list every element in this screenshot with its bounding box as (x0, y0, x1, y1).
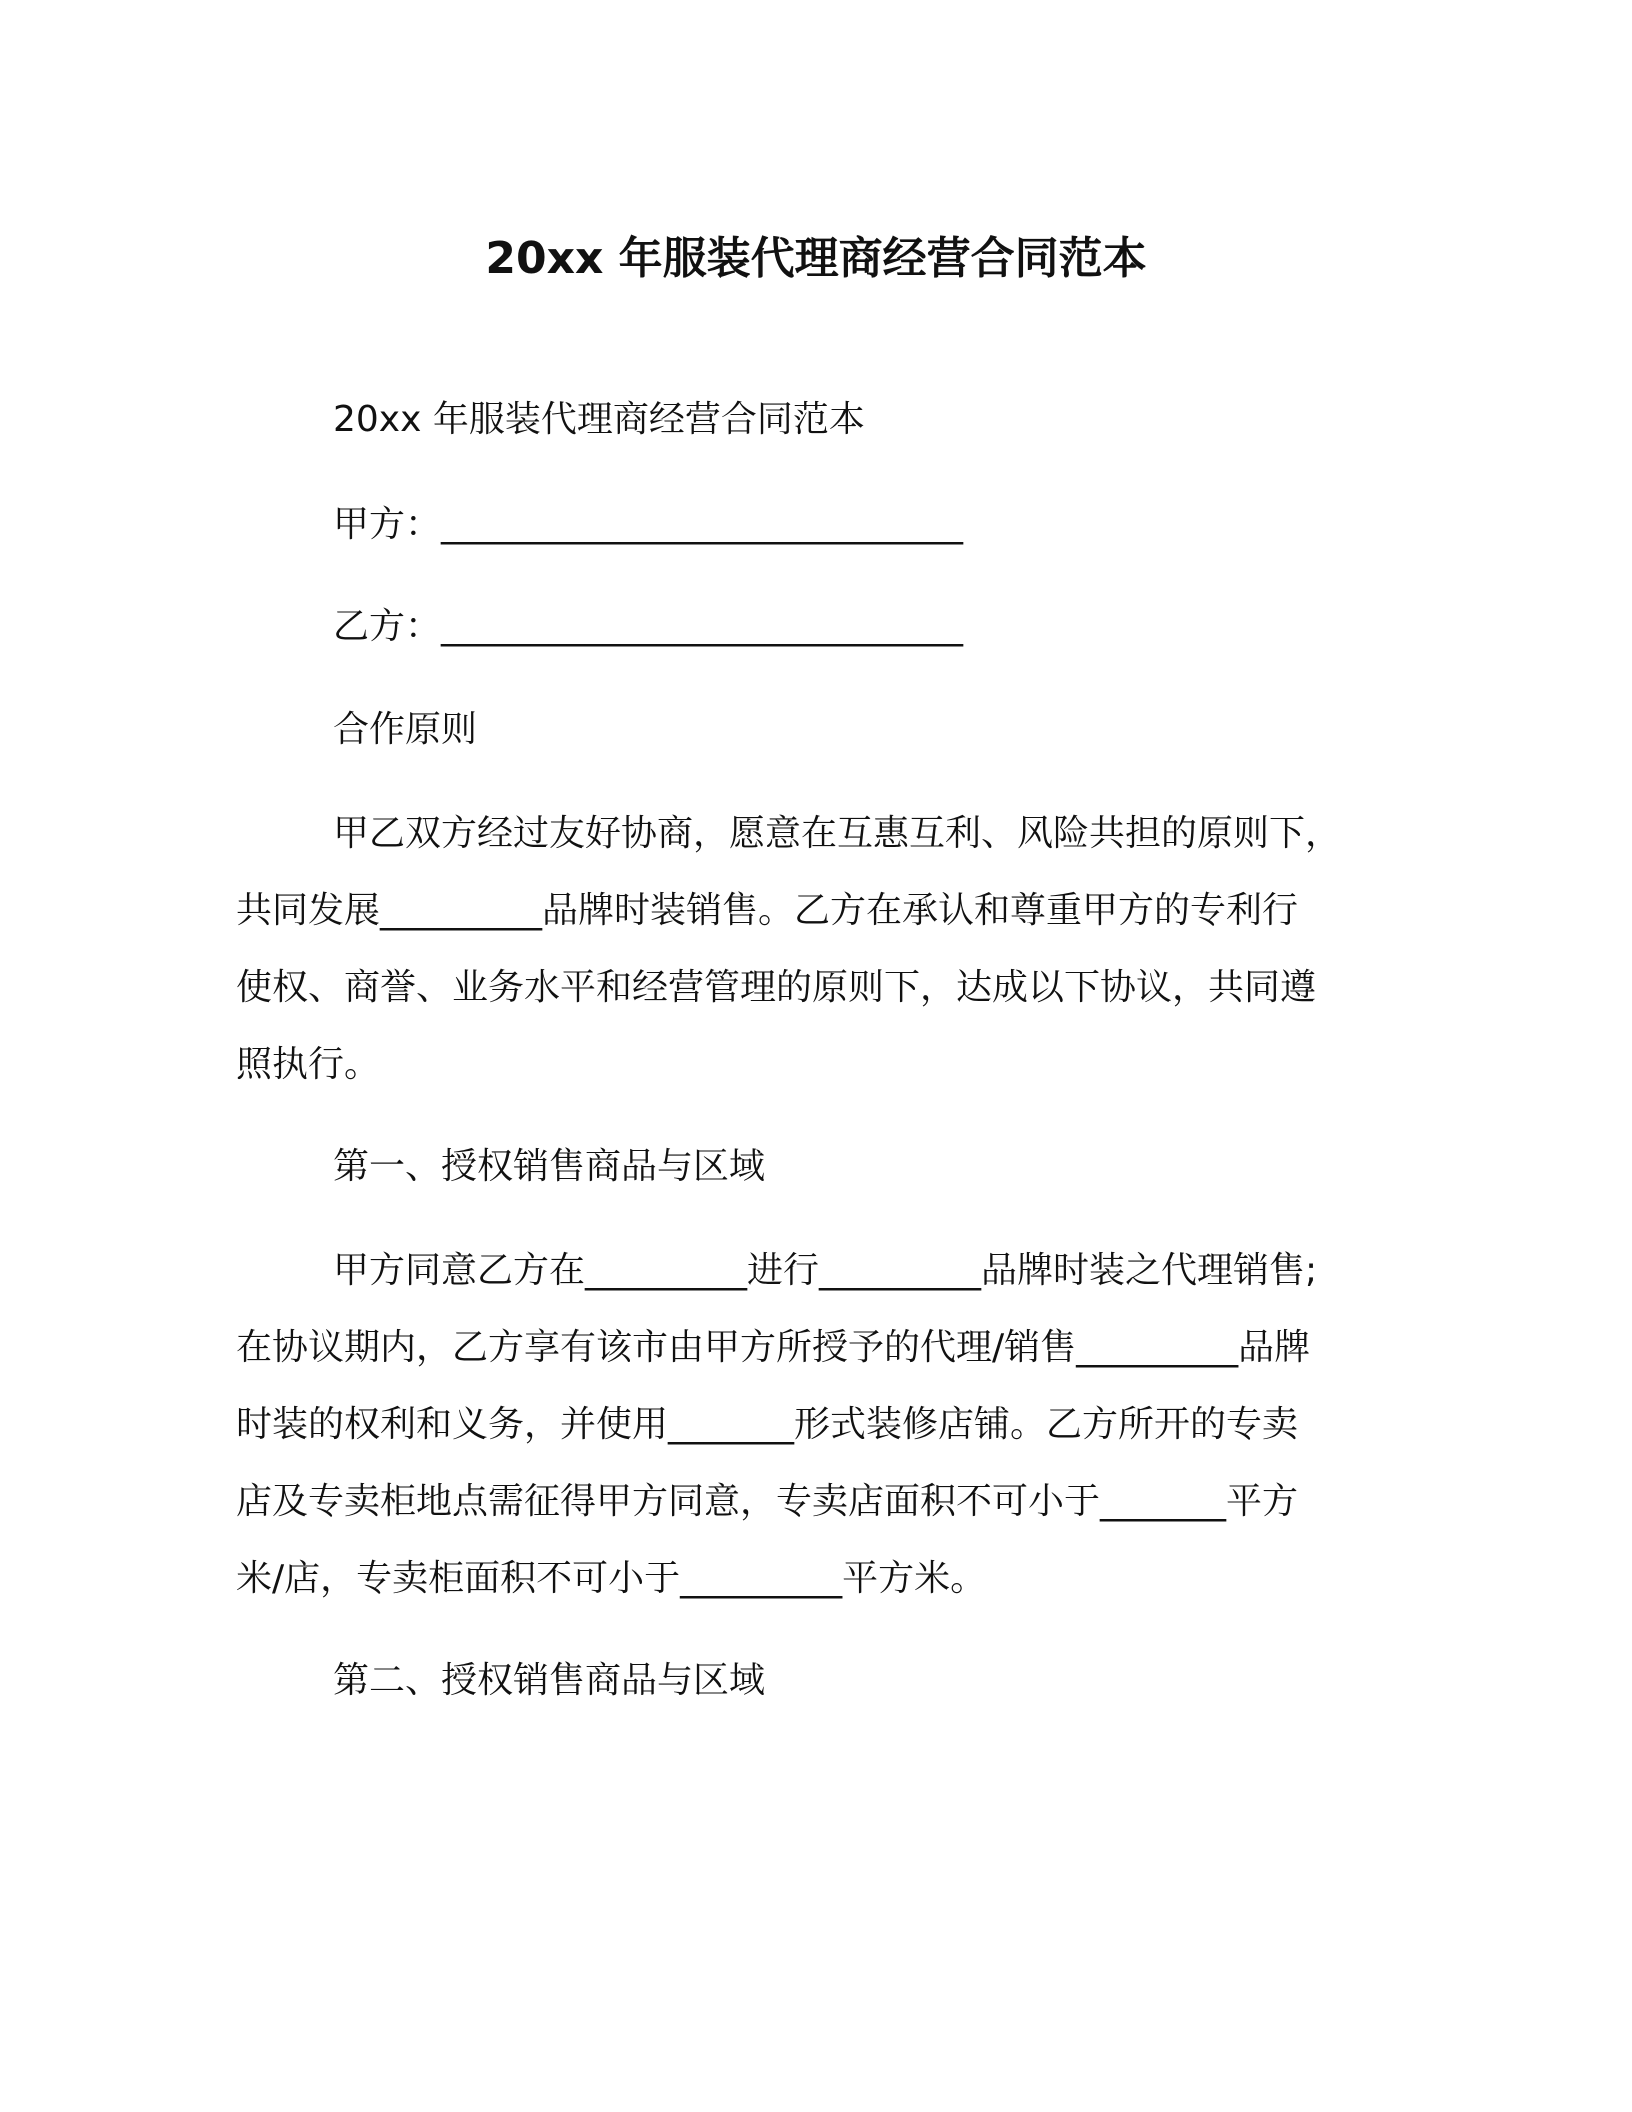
party-b-line: 乙方：_____________________________ (333, 606, 964, 647)
section1-paragraph (236, 1232, 1317, 1617)
paragraph-line: 共同发展_________品牌时装销售。乙方在承认和尊重甲方的专利行 (236, 890, 1299, 931)
paragraph-line: 米/店，专卖柜面积不可小于_________平方米。 (236, 1558, 987, 1599)
principle-heading: 合作原则 (333, 709, 478, 750)
paragraph-line: 使权、商誉、业务水平和经营管理的原则下，达成以下协议，共同遵 (236, 967, 1317, 1008)
paragraph-line: 照执行。 (236, 1044, 381, 1085)
paragraph-line: 在协议期内，乙方享有该市由甲方所授予的代理/销售_________品牌 (236, 1327, 1311, 1368)
paragraph-line: 店及专卖柜地点需征得甲方同意，专卖店面积不可小于_______平方 (236, 1481, 1299, 1522)
paragraph-line: 甲乙双方经过友好协商，愿意在互惠互利、风险共担的原则下， (333, 813, 1342, 854)
paragraph-line: 甲方同意乙方在_________进行_________品牌时装之代理销售; (333, 1250, 1318, 1291)
section1-heading: 第一、授权销售商品与区域 (333, 1146, 766, 1187)
document-title: 20xx 年服装代理商经营合同范本 (485, 233, 1147, 284)
document-subtitle: 20xx 年服装代理商经营合同范本 (333, 399, 865, 440)
paragraph-line: 时装的权利和义务，并使用_______形式装修店铺。乙方所开的专卖 (236, 1404, 1299, 1445)
principle-paragraph (236, 795, 1341, 1103)
party-a-line: 甲方：_____________________________ (333, 504, 964, 545)
section2-heading: 第二、授权销售商品与区域 (333, 1660, 766, 1701)
